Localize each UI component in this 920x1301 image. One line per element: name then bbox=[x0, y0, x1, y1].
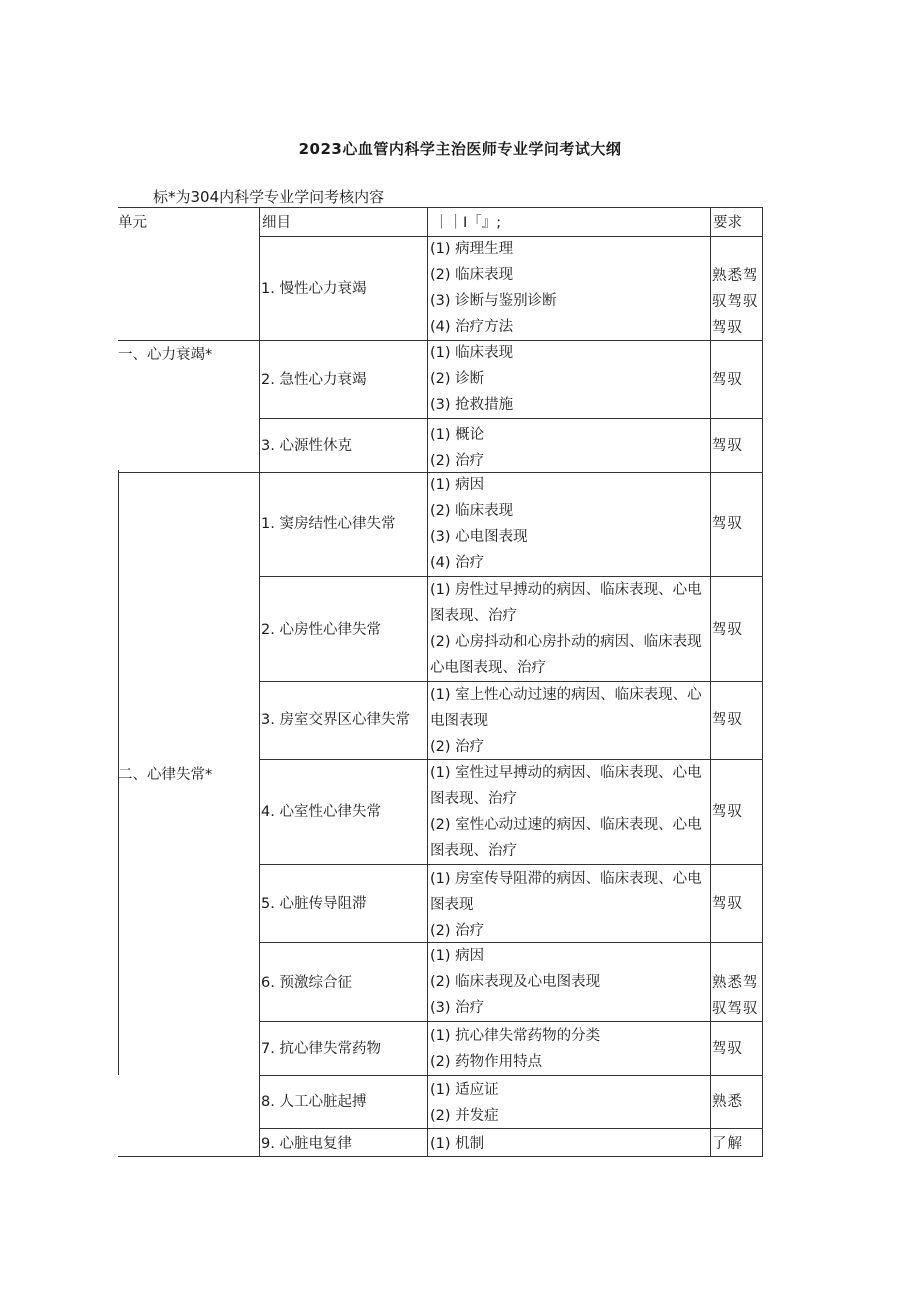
content-item: (1) 抗心律失常药物的分类 bbox=[430, 1028, 601, 1044]
row-requirement: 驾驭 bbox=[712, 896, 743, 912]
content-item: (1) 室上性心动过速的病因、临床表现、心电图表现 bbox=[430, 687, 702, 729]
row-content bbox=[430, 1131, 712, 1157]
row-requirement: 驾驭 bbox=[712, 804, 743, 820]
row-content bbox=[430, 472, 712, 576]
row-content bbox=[430, 236, 712, 340]
content-item: (1) 病因 bbox=[430, 948, 485, 964]
row-requirement: 驾驭 bbox=[712, 516, 743, 532]
content-item: (1) 病理生理 bbox=[430, 241, 514, 257]
header-content: ｜｜I「』; bbox=[434, 215, 502, 231]
row-requirement: 驾驭 bbox=[712, 438, 743, 454]
header-detail: 细目 bbox=[262, 215, 291, 231]
content-item: (2) 室性心动过速的病因、临床表现、心电图表现、治疗 bbox=[430, 817, 702, 859]
row-detail: 9. 心脏电复律 bbox=[261, 1136, 352, 1152]
row-detail: 8. 人工心脏起搏 bbox=[261, 1094, 367, 1110]
row-detail: 1. 慢性心力衰竭 bbox=[261, 281, 367, 297]
content-item: (2) 心房抖动和心房扑动的病因、临床表现心电图表现、治疗 bbox=[430, 634, 702, 676]
content-item: (2) 诊断 bbox=[430, 371, 485, 387]
row-detail: 2. 心房性心律失常 bbox=[261, 622, 381, 638]
row-detail: 1. 窦房结性心律失常 bbox=[261, 516, 396, 532]
row-content bbox=[430, 943, 712, 1021]
row-requirement: 驾驭 bbox=[712, 1041, 743, 1057]
row-detail: 7. 抗心律失常药物 bbox=[261, 1041, 381, 1057]
document-subtitle: 标*为304内科学专业学问考核内容 bbox=[153, 188, 385, 206]
row-content bbox=[430, 760, 712, 864]
row-detail: 4. 心室性心律失常 bbox=[261, 804, 381, 820]
content-item: (1) 病因 bbox=[430, 477, 485, 493]
row-requirement: 熟悉 bbox=[712, 1094, 743, 1110]
content-item: (2) 治疗 bbox=[430, 453, 485, 469]
content-item: (3) 治疗 bbox=[430, 1000, 485, 1016]
row-requirement: 了解 bbox=[712, 1136, 743, 1152]
row-content bbox=[430, 340, 712, 418]
content-item: (1) 房室传导阻滞的病因、临床表现、心电图表现 bbox=[430, 871, 702, 913]
row-content bbox=[430, 422, 712, 474]
content-item: (1) 室性过早搏动的病因、临床表现、心电图表现、治疗 bbox=[430, 765, 702, 807]
row-requirement: 驾驭 bbox=[712, 372, 743, 388]
row-content bbox=[430, 682, 712, 760]
content-item: (1) 概论 bbox=[430, 427, 485, 443]
row-detail: 3. 房室交界区心律失常 bbox=[261, 712, 410, 728]
content-item: (1) 临床表现 bbox=[430, 345, 514, 361]
row-requirement: 驾驭 bbox=[712, 712, 743, 728]
row-detail: 6. 预激综合征 bbox=[261, 975, 352, 991]
row-requirement: 驾驭 bbox=[712, 622, 743, 638]
unit-label-heart-failure: 一、心力衰竭* bbox=[118, 347, 213, 363]
row-requirement: 熟悉驾驭驾驭 bbox=[712, 975, 759, 1017]
content-item: (2) 治疗 bbox=[430, 923, 485, 939]
content-item: (3) 抢救措施 bbox=[430, 397, 514, 413]
header-unit: 单元 bbox=[118, 215, 147, 231]
content-item: (2) 临床表现 bbox=[430, 267, 514, 283]
row-content bbox=[430, 1023, 712, 1075]
header-requirement: 要求 bbox=[713, 215, 742, 231]
row-detail: 2. 急性心力衰竭 bbox=[261, 372, 367, 388]
content-item: (2) 临床表现及心电图表现 bbox=[430, 974, 601, 990]
content-item: (3) 诊断与鉴别诊断 bbox=[430, 293, 557, 309]
row-detail: 5. 心脏传导阻滞 bbox=[261, 896, 367, 912]
content-item: (3) 心电图表现 bbox=[430, 529, 528, 545]
content-item: (2) 并发症 bbox=[430, 1108, 499, 1124]
content-item: (1) 房性过早搏动的病因、临床表现、心电图表现、治疗 bbox=[430, 582, 702, 624]
row-content bbox=[430, 866, 712, 944]
content-item: (4) 治疗 bbox=[430, 555, 485, 571]
document-title: 2023心血管内科学主治医师专业学问考试大纲 bbox=[298, 140, 622, 158]
row-detail: 3. 心源性休克 bbox=[261, 438, 352, 454]
content-item: (1) 适应证 bbox=[430, 1082, 499, 1098]
row-content bbox=[430, 577, 712, 681]
row-requirement: 熟悉驾驭驾驭驾驭 bbox=[712, 268, 759, 336]
content-item: (2) 治疗 bbox=[430, 739, 485, 755]
content-item: (4) 治疗方法 bbox=[430, 319, 514, 335]
unit-label-arrhythmia: 二、心律失常* bbox=[118, 767, 213, 783]
content-item: (2) 临床表现 bbox=[430, 503, 514, 519]
content-item: (1) 机制 bbox=[430, 1136, 485, 1152]
row-content bbox=[430, 1077, 712, 1129]
content-item: (2) 药物作用特点 bbox=[430, 1054, 543, 1070]
